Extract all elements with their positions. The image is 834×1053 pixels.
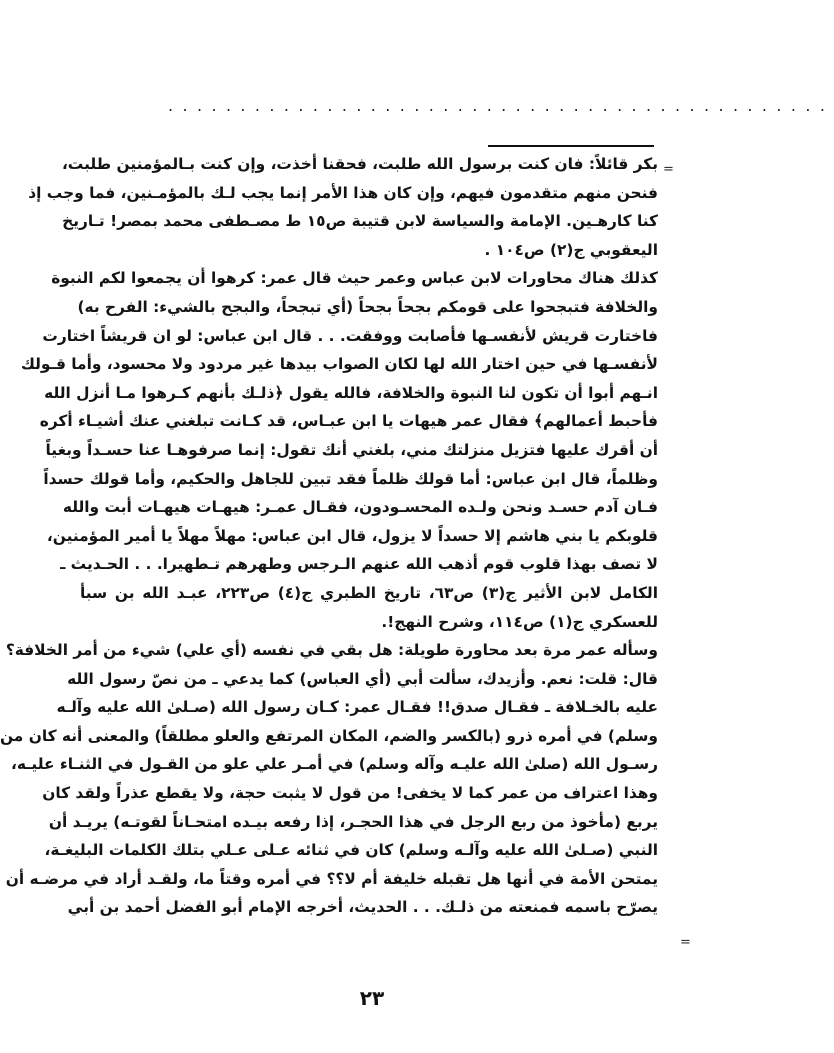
text-line: رسـول الله (صلىٰ الله عليـه وآله وسلم) في أمـر علي علو من القـول في الثنـاء عليـه،	[10, 755, 658, 774]
continuation-mark-bottom: =	[680, 935, 691, 950]
footnote-text	[0, 150, 658, 922]
text-line: اليعقوبي ج(٢) ص١٠٤ .	[484, 240, 658, 259]
text-line: قال: قلت: نعم. وأزيدك، سألت أبي (أي العباس) كما يدعي ـ من نصّ رسول الله	[67, 669, 658, 688]
text-line: لأنفسـها في حين اختار الله لها لكان الصواب بيدها غير مردود ولا محسود، وأما قـولك	[20, 355, 658, 374]
text-line: عليه بالخـلافة ـ فقـال صدق!! فقـال عمر: كـان رسول الله (صـلىٰ الله عليه وآلـه	[56, 698, 658, 717]
text-line: فنحن منهم متقدمون فيهم، وإن كان هذا الأمر إنما يجب لـك بالمؤمـنين، فما وجب إذ	[28, 183, 658, 202]
text-line: كذلك هناك محاورات لابن عباس وعمر حيث قال عمر: كرهوا أن يجمعوا لكم النبوة	[51, 269, 658, 288]
text-line: انـهم أبوا أن تكون لنا النبوة والخلافة، فالله يقول ﴿ذلـك بأنهم كـرهوا مـا أنزل الله	[44, 383, 658, 402]
dotted-separator: ..............................................	[168, 96, 834, 115]
text-line: للعسكري ج(١) ص١١٤، وشرح النهج!.	[381, 612, 658, 631]
text-line: لا تصف بهذا قلوب قوم أذهب الله عنهم الـرجس وطهرهم تـطهيرا. . . الحـديث ـ	[60, 555, 658, 574]
text-line: كنا كارهـين. الإمامة والسياسة لابن قتيبة ص١٥ ط مصـطفى محمد بمصر! تـاريخ	[62, 212, 658, 231]
continuation-mark-top: =	[663, 162, 674, 177]
page-number: ٢٣	[359, 986, 385, 1010]
text-line: أن أقرك عليها فتزيل منزلتك مني، بلغني أنك تقول: إنما صرفوهـا عنا حسـداً وبغياً	[45, 440, 658, 459]
text-line: قلوبكم يا بني هاشم إلا حسداً لا يزول، قال ابن عباس: مهلاً مهلاً يا أمير المؤمنين،	[46, 526, 658, 545]
text-line: فأحبط أعمالهم﴾ فقال عمر هيهات يا ابن عبـاس، قد كـانت تبلغني عنك أشيـاء أكره	[39, 412, 658, 431]
text-line: والخلافة فتبجحوا على قومكم بجحاً بجحاً (أي تبجحاً، والبجح بالشيء: الفرح به)	[77, 297, 658, 316]
text-line: الكامل لابن الأثير ج(٣) ص٦٣، تاريخ الطبري ج(٤) ص٢٢٣، عبـد الله بن سبأ	[80, 583, 658, 602]
text-line: بكر قائلاً: فان كنت برسول الله طلبت، فحقنا أخذت، وإن كنت بـالمؤمنين طلبت،	[61, 155, 658, 173]
text-line: وسلم) في أمره ذرو (بالكسر والضم، المكان المرتفع والعلو مطلقاً) والمعنى أنه كان من	[0, 726, 658, 745]
text-line: النبي (صـلىٰ الله عليه وآلـه وسلم) كان في ثنائه عـلى عـلي بتلك الكلمات البليغـة،	[44, 841, 658, 860]
text-line: فاختارت قريش لأنفسـها فأصابت ووفقت. . . قال ابن عباس: لو ان قريشاً اختارت	[42, 326, 658, 345]
text-line: يصرّح باسمه فمنعته من ذلـك. . . الحديث، أخرجه الإمام أبو الفضل أحمد بن أبي	[67, 898, 658, 917]
text-line: فـان آدم حسـد ونحن ولـده المحسـودون، فقـال عمـر: هيهـات هيهـات أبت والله	[62, 498, 658, 517]
text-line: وسأله عمر مرة بعد محاورة طويلة: هل بقي في نفسه (أي علي) شيء من أمر الخلافة؟	[5, 641, 658, 660]
text-line: وهذا اعتراف من عمر كما لا يخفى! من قول لا يثبت حجة، ولا يقطع عذراً ولقد كان	[42, 784, 658, 803]
text-line: يربع (مأخوذ من ربع الرجل في هذا الحجـر، إذا رفعه بيـده امتحـاناً لقوتـه) يريـد أن	[48, 812, 658, 831]
text-line: وظلماً، قال ابن عباس: أما قولك ظلماً فقد تبين للجاهل والحكيم، وأما قولك حسداً	[43, 469, 658, 488]
footnote-rule	[488, 145, 654, 147]
text-line: يمتحن الأمة في أنها هل تقبله خليفة أم لا؟؟ في أمره وقتاً ما، ولقـد أراد في مرضـه أن	[5, 869, 658, 888]
